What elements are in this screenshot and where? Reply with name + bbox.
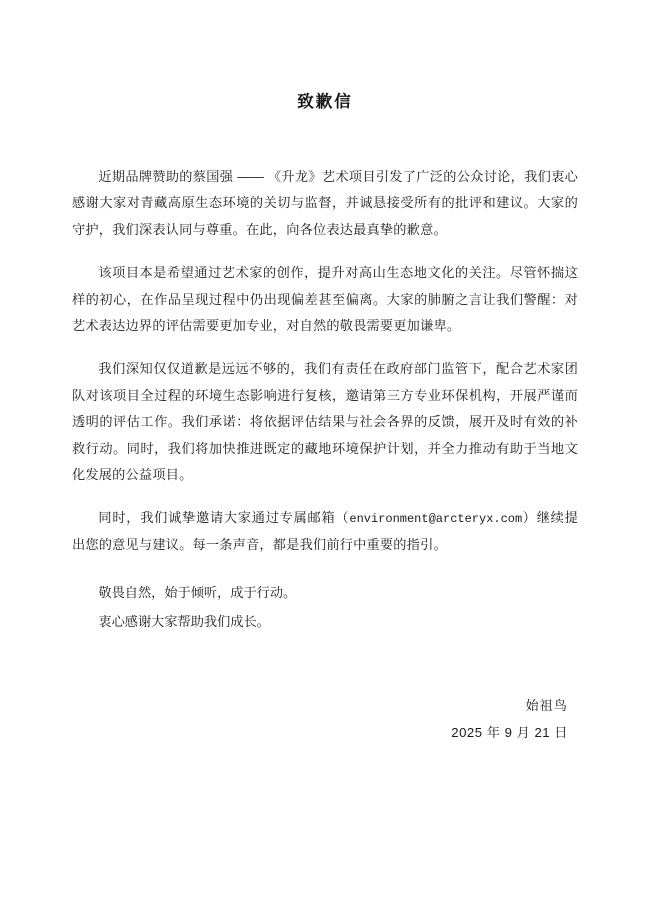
signature-date: 2025 年 9 月 21 日 (451, 724, 568, 740)
contact-text-after: ）继续提出您的意见与建议。每一条声音，都是我们前行中重要的指引。 (72, 510, 578, 552)
closing-line-2: 衷心感谢大家帮助我们成长。 (98, 613, 270, 629)
paragraph-1: 近期品牌赞助的蔡国强 —— 《升龙》艺术项目引发了广泛的公众讨论，我们衷心感谢大家对青藏高原生态环境的关切与监督，并诚恳接受所有的批评和建议。大家的守护，我们深表认同与尊重。在此，向各位表达最真挚的歉意。 (72, 169, 578, 237)
paragraph-contact (72, 505, 578, 558)
signature-block (72, 693, 578, 746)
contact-text-before: 同时，我们诚挚邀请大家通过专属邮箱（ (98, 510, 350, 526)
closing-line-1: 敬畏自然，始于倾听，成于行动。 (98, 585, 297, 601)
signature-name: 始祖鸟 (525, 698, 568, 714)
page-title: 致歉信 (297, 93, 353, 111)
contact-email[interactable]: environment@arcteryx.com (349, 512, 523, 527)
closing-block (72, 580, 578, 635)
paragraph-3: 我们深知仅仅道歉是远远不够的，我们有责任在政府部门监管下，配合艺术家团队对该项目全过程的环境生态影响进行复核，邀请第三方专业环保机构，开展严谨而透明的评估工作。我们承诺：将依据评估结果与社会各界的反馈，展开及时有效的补救行动。同时，我们将加快推进既定的藏地环境保护计划，并全力推动有助于当地文化发展的公益项目。 (72, 361, 578, 483)
document-body (72, 164, 578, 746)
paragraph-2: 该项目本是希望通过艺术家的创作，提升对高山生态地文化的关注。尽管怀揣这样的初心，在作品呈现过程中仍出现偏差甚至偏离。大家的肺腑之言让我们警醒：对艺术表达边界的评估需要更加专业，对自然的敬畏需要更加谦卑。 (72, 265, 578, 334)
